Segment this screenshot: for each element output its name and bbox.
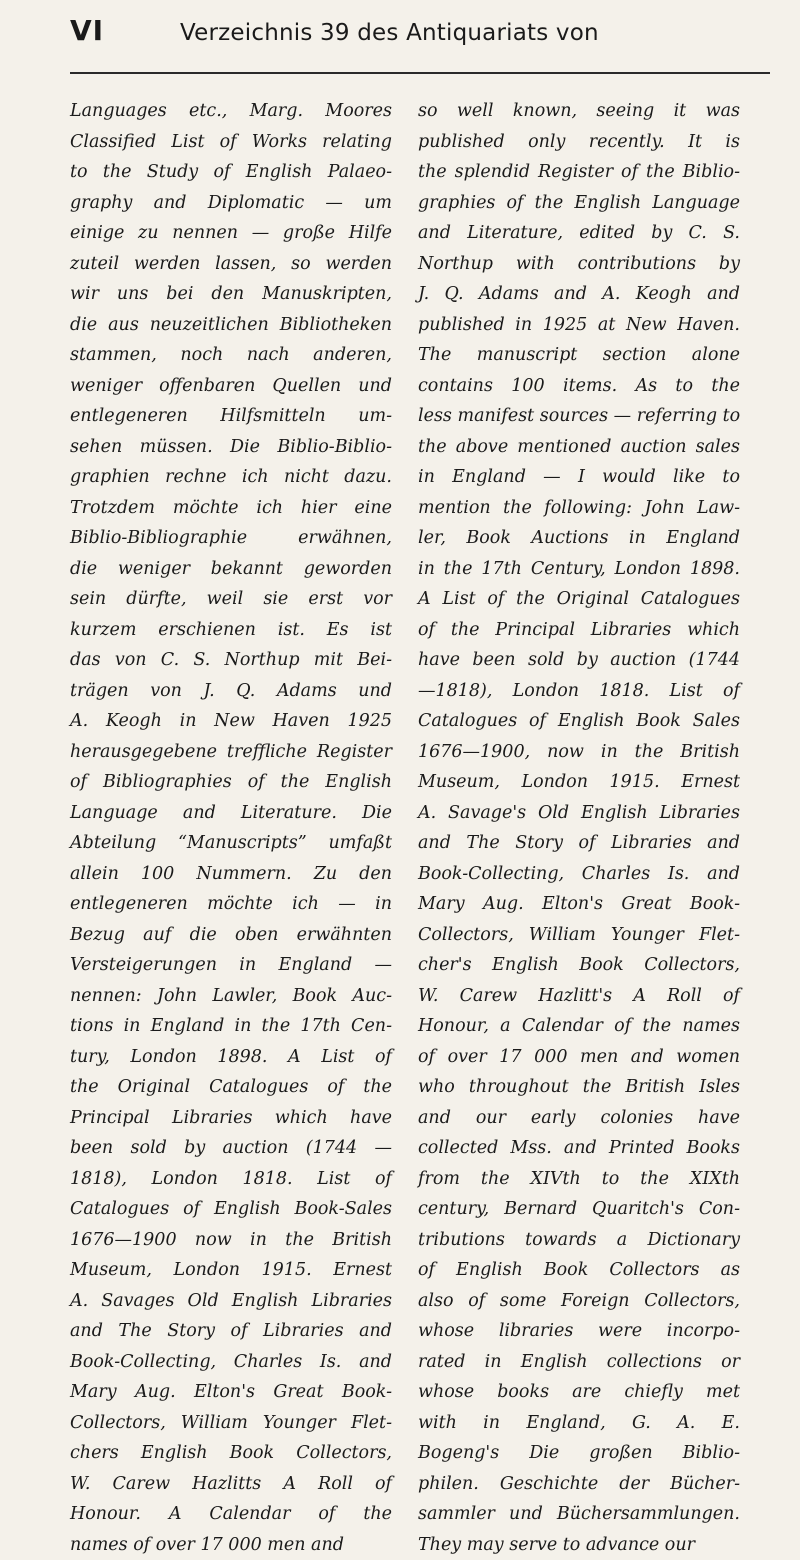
text-line: published in 1925 at New Haven. bbox=[418, 310, 740, 341]
text-line: 1676—1900 now in the British bbox=[70, 1225, 392, 1256]
text-line: have been sold by auction (1744 bbox=[418, 645, 740, 676]
text-line: entlegeneren Hilfsmitteln um- bbox=[70, 401, 392, 432]
text-line: Languages etc., Marg. Moores bbox=[70, 96, 392, 127]
text-line: Book-Collecting, Charles Is. and bbox=[70, 1347, 392, 1378]
text-line: entlegeneren möchte ich — in bbox=[70, 889, 392, 920]
text-line: from the XIVth to the XIXth bbox=[418, 1164, 740, 1195]
text-line: A List of the Original Catalogues bbox=[418, 584, 740, 615]
text-line: philen. Geschichte der Bücher- bbox=[418, 1469, 740, 1500]
text-line: chers English Book Collectors, bbox=[70, 1438, 392, 1469]
german-text-column bbox=[70, 96, 392, 1560]
text-line: tions in England in the 17th Cen- bbox=[70, 1011, 392, 1042]
text-line: wir uns bei den Manuskripten, bbox=[70, 279, 392, 310]
text-line: and our early colonies have bbox=[418, 1103, 740, 1134]
text-line: J. Q. Adams and A. Keogh and bbox=[418, 279, 740, 310]
text-line: the Original Catalogues of the bbox=[70, 1072, 392, 1103]
text-line: —1818), London 1818. List of bbox=[418, 676, 740, 707]
text-line: das von C. S. Northup mit Bei- bbox=[70, 645, 392, 676]
text-line: The manuscript section alone bbox=[418, 340, 740, 371]
text-line: Bogeng's Die großen Biblio- bbox=[418, 1438, 740, 1469]
text-line: of the Principal Libraries which bbox=[418, 615, 740, 646]
text-line: Collectors, William Younger Flet- bbox=[418, 920, 740, 951]
text-line: Collectors, William Younger Flet- bbox=[70, 1408, 392, 1439]
text-line: trägen von J. Q. Adams und bbox=[70, 676, 392, 707]
text-line: W. Carew Hazlitt's A Roll of bbox=[418, 981, 740, 1012]
page-number: VI bbox=[70, 14, 104, 47]
text-line: nennen: John Lawler, Book Auc- bbox=[70, 981, 392, 1012]
text-line: contains 100 items. As to the bbox=[418, 371, 740, 402]
text-line: allein 100 Nummern. Zu den bbox=[70, 859, 392, 890]
text-line: Trotzdem möchte ich hier eine bbox=[70, 493, 392, 524]
text-line: mention the following: John Law- bbox=[418, 493, 740, 524]
text-line: weniger offenbaren Quellen und bbox=[70, 371, 392, 402]
text-line: Versteigerungen in England — bbox=[70, 950, 392, 981]
text-line: graphien rechne ich nicht dazu. bbox=[70, 462, 392, 493]
text-line: less manifest sources — referring to bbox=[418, 401, 740, 432]
text-line: graphy and Diplomatic — um bbox=[70, 188, 392, 219]
text-line: 1818), London 1818. List of bbox=[70, 1164, 392, 1195]
text-line: Northup with contributions by bbox=[418, 249, 740, 280]
text-line: kurzem erschienen ist. Es ist bbox=[70, 615, 392, 646]
text-line: Honour. A Calendar of the bbox=[70, 1499, 392, 1530]
text-line: Mary Aug. Elton's Great Book- bbox=[418, 889, 740, 920]
text-line: Classified List of Works relating bbox=[70, 127, 392, 158]
text-line: in England — I would like to bbox=[418, 462, 740, 493]
text-line: tury, London 1898. A List of bbox=[70, 1042, 392, 1073]
text-line: Book-Collecting, Charles Is. and bbox=[418, 859, 740, 890]
text-line: cher's English Book Collectors, bbox=[418, 950, 740, 981]
text-line: Abteilung “Manuscripts” umfaßt bbox=[70, 828, 392, 859]
text-line: die aus neuzeitlichen Bibliotheken bbox=[70, 310, 392, 341]
text-line: of over 17 000 men and women bbox=[418, 1042, 740, 1073]
text-line: Biblio-Bibliographie erwähnen, bbox=[70, 523, 392, 554]
text-line: rated in English collections or bbox=[418, 1347, 740, 1378]
text-line: Language and Literature. Die bbox=[70, 798, 392, 829]
text-line: herausgegebene treffliche Register bbox=[70, 737, 392, 768]
text-line: whose books are chiefly met bbox=[418, 1377, 740, 1408]
text-line: collected Mss. and Printed Books bbox=[418, 1133, 740, 1164]
text-line: sehen müssen. Die Biblio-Biblio- bbox=[70, 432, 392, 463]
text-line: Bezug auf die oben erwähnten bbox=[70, 920, 392, 951]
english-text-column bbox=[418, 96, 740, 1560]
text-line: and The Story of Libraries and bbox=[418, 828, 740, 859]
text-line: who throughout the British Isles bbox=[418, 1072, 740, 1103]
text-line: of Bibliographies of the English bbox=[70, 767, 392, 798]
text-line: stammen, noch nach anderen, bbox=[70, 340, 392, 371]
text-line: A. Savages Old English Libraries bbox=[70, 1286, 392, 1317]
text-line: They may serve to advance our bbox=[418, 1530, 740, 1560]
text-line: and The Story of Libraries and bbox=[70, 1316, 392, 1347]
text-line: graphies of the English Language bbox=[418, 188, 740, 219]
page-header bbox=[70, 14, 770, 64]
text-line: of English Book Collectors as bbox=[418, 1255, 740, 1286]
text-line: whose libraries were incorpo- bbox=[418, 1316, 740, 1347]
text-line: Principal Libraries which have bbox=[70, 1103, 392, 1134]
text-line: A. Savage's Old English Libraries bbox=[418, 798, 740, 829]
text-line: century, Bernard Quaritch's Con- bbox=[418, 1194, 740, 1225]
text-line: A. Keogh in New Haven 1925 bbox=[70, 706, 392, 737]
text-line: tributions towards a Dictionary bbox=[418, 1225, 740, 1256]
header-rule bbox=[70, 72, 770, 74]
text-line: sein dürfte, weil sie erst vor bbox=[70, 584, 392, 615]
text-line: the above mentioned auction sales bbox=[418, 432, 740, 463]
text-line: so well known, seeing it was bbox=[418, 96, 740, 127]
text-line: Catalogues of English Book Sales bbox=[418, 706, 740, 737]
text-line: published only recently. It is bbox=[418, 127, 740, 158]
text-line: Museum, London 1915. Ernest bbox=[418, 767, 740, 798]
text-line: W. Carew Hazlitts A Roll of bbox=[70, 1469, 392, 1500]
text-line: einige zu nennen — große Hilfe bbox=[70, 218, 392, 249]
text-line: in the 17th Century, London 1898. bbox=[418, 554, 740, 585]
text-line: Catalogues of English Book-Sales bbox=[70, 1194, 392, 1225]
text-line: 1676—1900, now in the British bbox=[418, 737, 740, 768]
text-line: also of some Foreign Collectors, bbox=[418, 1286, 740, 1317]
text-line: to the Study of English Palaeo- bbox=[70, 157, 392, 188]
text-line: Museum, London 1915. Ernest bbox=[70, 1255, 392, 1286]
text-line: the splendid Register of the Biblio- bbox=[418, 157, 740, 188]
text-line: die weniger bekannt geworden bbox=[70, 554, 392, 585]
text-line: sammler und Büchersammlungen. bbox=[418, 1499, 740, 1530]
text-line: Mary Aug. Elton's Great Book- bbox=[70, 1377, 392, 1408]
text-line: names of over 17 000 men and bbox=[70, 1530, 392, 1560]
text-line: ler, Book Auctions in England bbox=[418, 523, 740, 554]
text-line: with in England, G. A. E. bbox=[418, 1408, 740, 1439]
text-line: and Literature, edited by C. S. bbox=[418, 218, 740, 249]
running-title: Verzeichnis 39 des Antiquariats von bbox=[180, 20, 599, 46]
text-line: zuteil werden lassen, so werden bbox=[70, 249, 392, 280]
text-line: been sold by auction (1744 — bbox=[70, 1133, 392, 1164]
text-line: Honour, a Calendar of the names bbox=[418, 1011, 740, 1042]
